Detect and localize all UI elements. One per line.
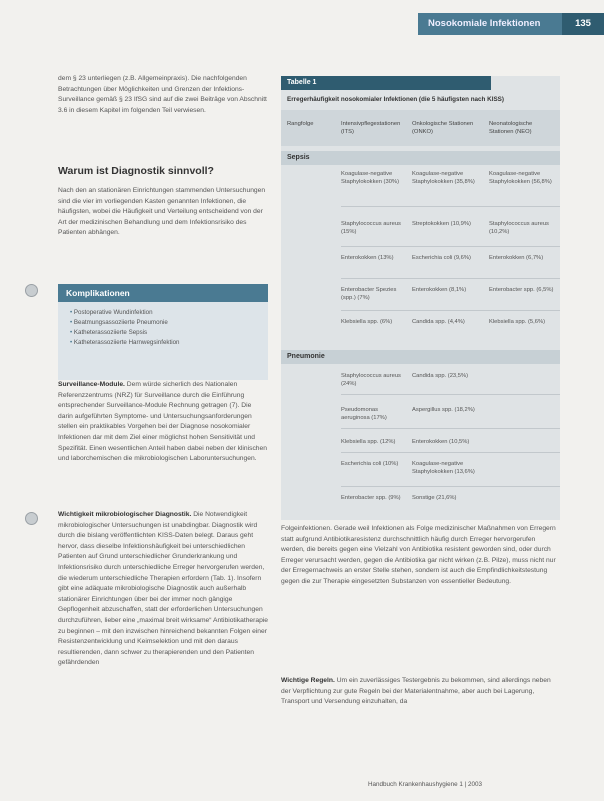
page-footer: Handbuch Krankenhaushygiene 1 | 2003: [368, 781, 483, 788]
row-divider: [341, 206, 560, 207]
komplikationen-title: Komplikationen: [58, 284, 268, 302]
row-divider: [341, 452, 560, 453]
row-divider: [341, 246, 560, 247]
paragraph-3-lead: Wichtigkeit mikrobiologischer Diagnostik.: [58, 511, 192, 518]
table-header-cell: Rangfolge: [287, 121, 314, 127]
table-section-sepsis: Sepsis: [281, 151, 560, 165]
table-caption: Erregerhäufigkeit nosokomialer Infektionen (die 5 häufigsten nach KISS): [287, 96, 504, 103]
table-cell: Enterobacter spp. (9%): [341, 495, 401, 501]
table-cell: Staphylococcus aureus (24%): [341, 373, 401, 387]
table-cell: Enterokokken (8,1%): [412, 287, 467, 293]
table-cell: Escherichia coli (10%): [341, 461, 399, 467]
ear-icon: [25, 512, 38, 525]
table-cell: Klebsiella spp. (6%): [341, 319, 393, 325]
paragraph-1: Nach den an stationären Einrichtungen stammenden Untersuchungen sind die vier im vorliegenden Kasten genannten Infektionen, die häufigsten, wobei die Häufigkeit und Verteilung entscheidend von der Art der medizinischen Behandlung und dem Infektionsrisiko des Patienten abhängen.: [58, 187, 266, 237]
table-cell: Aspergillus spp. (18,2%): [412, 407, 475, 413]
paragraph-2: [58, 380, 268, 465]
running-header-title: Nosokomiale Infektionen: [428, 18, 541, 29]
paragraph-5-body: Um ein zuverlässiges Testergebnis zu bekommen, sind allerdings neben der Verpflichtung zur gute Regeln bei der Materialentnahme, aber auch bei Lagerung, Transport und Versendung einzuhalten, da: [281, 677, 551, 706]
table-cell: Sonstige (21,6%): [412, 495, 457, 501]
table-cell: Staphylococcus aureus (15%): [341, 221, 401, 235]
paragraph-5: [281, 676, 560, 708]
table-label: Tabelle 1: [281, 76, 491, 90]
table-cell: Klebsiella spp. (5,6%): [489, 319, 546, 325]
paragraph-5-lead: Wichtige Regeln.: [281, 677, 335, 684]
row-divider: [341, 278, 560, 279]
row-divider: [341, 394, 560, 395]
table-cell: Klebsiella spp. (12%): [341, 439, 396, 445]
table-header-cell: Intensivpflegestationen (ITS): [341, 121, 401, 135]
table-cell: Enterobacter spp. (6,5%): [489, 287, 554, 293]
table-cell: Streptokokken (10,9%): [412, 221, 471, 227]
row-divider: [341, 310, 560, 311]
running-header: [418, 13, 604, 35]
paragraph-2-lead: Surveillance-Module.: [58, 381, 125, 388]
table-cell: Pseudomonas aeruginosa (17%): [341, 407, 387, 421]
table-header-cell: Onkologische Stationen (ONKO): [412, 121, 474, 135]
paragraph-4: Folgeinfektionen. Gerade weil Infektionen als Folge medizinischer Maßnahmen von Erregern statt aufgrund Antibiotikaresistenz durchschnittlich häufig durch Erreger hervorgerufen werden, die bereits gegen eine Vielzahl von Antibiotika resistent geworden sind, oder durch Erreger verursacht werden, gegen die Antibiotika gar nicht wirken (z.B. Pilze), muss nicht nur der Erregernachweis an erster Stelle stehen, sondern ist auch die Empfindlichkeitstestung gegen die zur Therapie eingesetzten Substanzen von essentieller Bedeutung.: [281, 525, 556, 585]
paragraph-3-body: Die Notwendigkeit mikrobiologischer Untersuchungen ist unabdingbar. Diagnostik wird durch die bislang veröffentlichten KISS-Daten belegt. Daraus geht hervor, dass dieselbe Infektionshäufigkeit bei unterschiedlichen Patienten auf Grund unterschiedlicher Grunderkrankung und Infektionsrisiko durch unterschiedliche Erreger hervorgerufen werden, die wiederum unterschiedliche Therapien erfordern (Tab. 1). Insofern gibt eine adäquate mikrobiologische Diagnostik auch außerhalb stationärer Einrichtungen über bei der immer noch gängige Gepflogenheit abzuschaffen, statt der erforderlichen Untersuchungen durchzuführen, lieber eine „maximal breit wirksame“ Antibiotikatherapie zu beginnen – mit den inzwischen hinreichend bekannten Folgen einer Resistenzentwicklung und Keimselektion und mit den daraus resultierenden, dann schwer zu therapierenden und den Patienten gefährdenden: [58, 511, 269, 667]
table-cell: Koagulase-negative Staphylokokken (13,6%): [412, 461, 475, 475]
table-cell: Koagulase-negative Staphylokokken (35,8%): [412, 171, 475, 185]
list-item: • Postoperative Wundinfektion: [70, 308, 268, 318]
table-section-pneumonie: Pneumonie: [281, 350, 560, 364]
table-cell: Enterokokken (6,7%): [489, 255, 544, 261]
list-item: • Katheterassoziierte Harnwegsinfektion: [70, 338, 268, 348]
paragraph-2-body: Dem würde sicherlich des Nationalen Referenzzentrums (NRZ) für Surveillance durch die Einführung entsprechender Surveillance-Module Rechnung getragen (7). Die darin aufgeführten Symptome- und Untersuchungsanforderungen stellen ein praktikables Vorgehen bei der Diagnose nosokomialer Infektionen dar mit dem Ziel einer möglichst hohen Sensitivität und Spezifität. Einen wesentlichen Anteil haben dabei neben der klinischen und laborchemischen die mikrobiologischen Laboruntersuchungen.: [58, 381, 267, 463]
table-cell: Candida spp. (4,4%): [412, 319, 465, 325]
page-number: 135: [562, 13, 604, 35]
section-heading: Warum ist Diagnostik sinnvoll?: [58, 165, 214, 177]
table-header-cell: Neonatologische Stationen (NEO): [489, 121, 533, 135]
table-cell: Enterobacter Spezies (spp.) (7%): [341, 287, 397, 301]
komplikationen-list: [58, 302, 268, 348]
table-cell: Koagulase-negative Staphylokokken (30%): [341, 171, 399, 185]
table-cell: Koagulase-negative Staphylokokken (56,8%): [489, 171, 552, 185]
list-item: • Katheterassoziierte Sepsis: [70, 328, 268, 338]
row-divider: [341, 428, 560, 429]
paragraph-3: [58, 510, 268, 669]
list-item: • Beatmungsassoziierte Pneumonie: [70, 318, 268, 328]
table-cell: Enterokokken (13%): [341, 255, 394, 261]
row-divider: [341, 486, 560, 487]
table-cell: Candida spp. (23,5%): [412, 373, 469, 379]
table-cell: Escherichia coli (9,6%): [412, 255, 471, 261]
table-header-row: [281, 110, 560, 146]
komplikationen-box: [58, 284, 268, 380]
table-cell: Staphylococcus aureus (10,2%): [489, 221, 549, 235]
ear-icon: [25, 284, 38, 297]
intro-text: dem § 23 unterliegen (z.B. Allgemeinpraxis). Die nachfolgenden Betrachtungen über Möglichkeiten und Grenzen der Infektions-Surveillance gemäß § 23 IfSG sind auf die zwei Beiträge von Abschnitt 3.6 in diesem Kapitel im folgenden Teil verwiesen.: [58, 75, 267, 114]
table-cell: Enterokokken (10,5%): [412, 439, 470, 445]
table-1: [281, 76, 560, 520]
